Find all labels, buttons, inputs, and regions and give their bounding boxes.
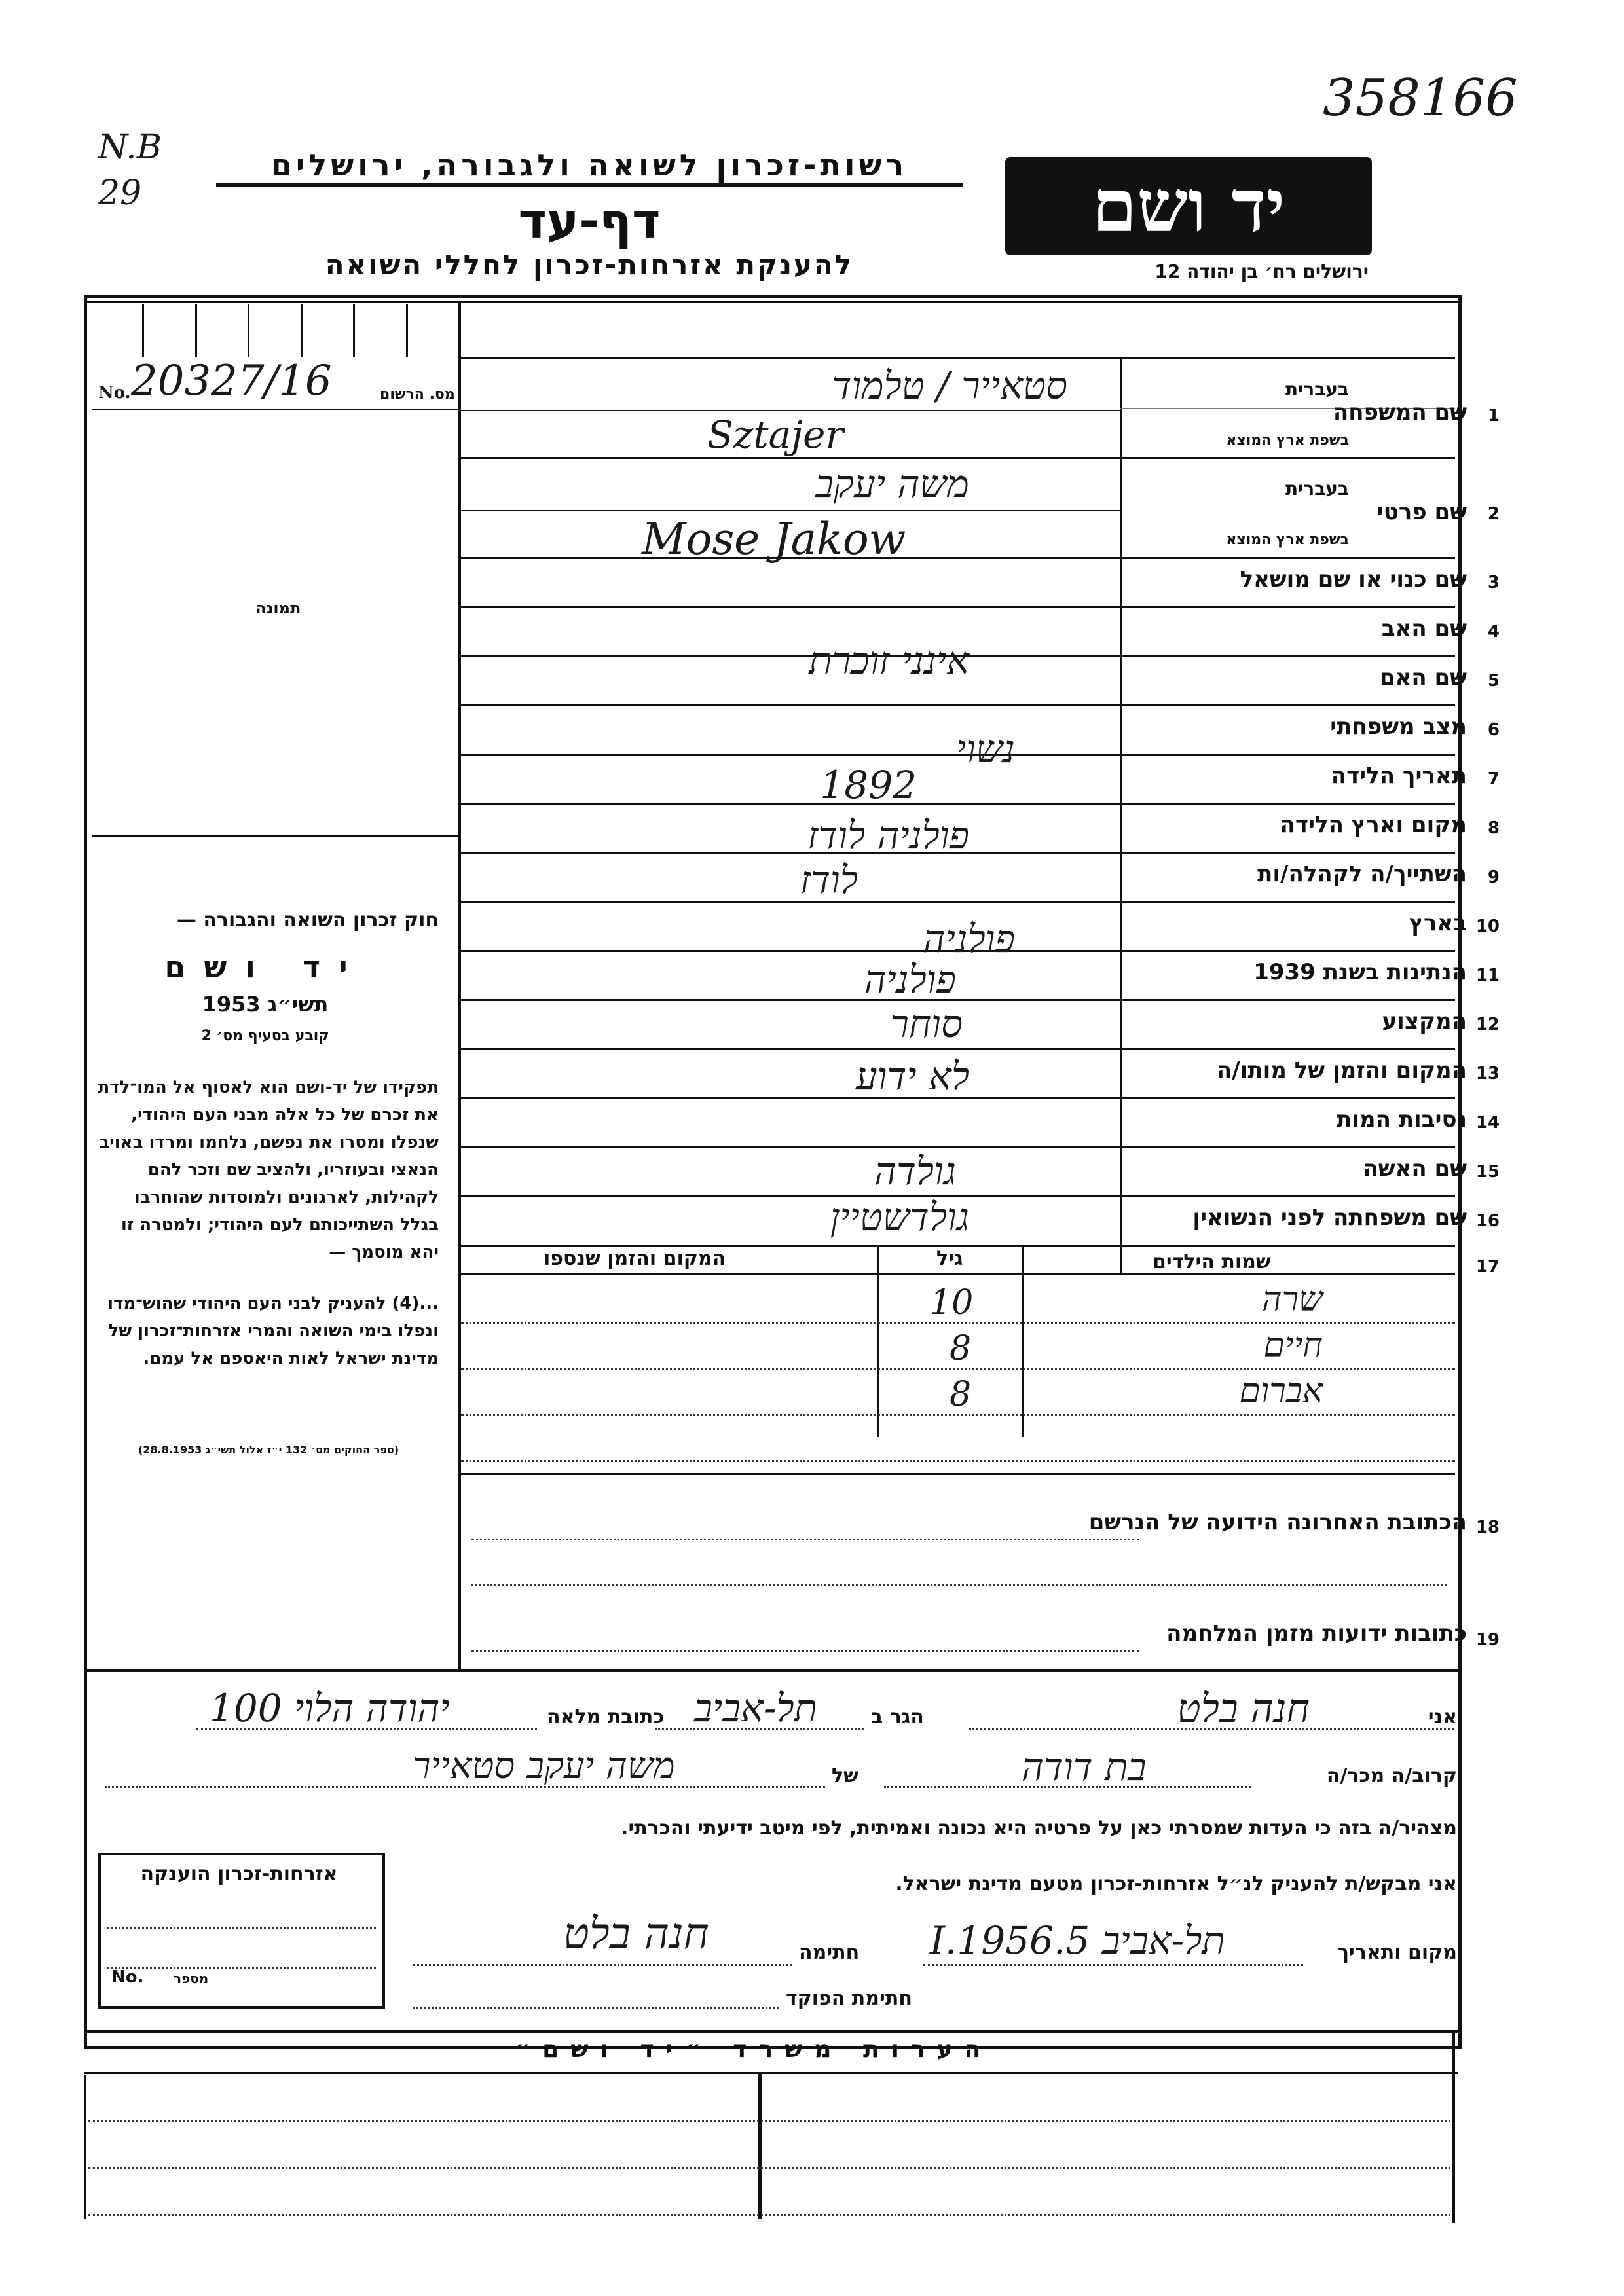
decl-ani: אני: [1428, 1705, 1457, 1728]
field-value-community: לודז: [800, 858, 858, 902]
field-label-first-name: שם פרטי: [1376, 499, 1467, 525]
office-notes-title: הערות משרד ״יד ושם״: [513, 2036, 993, 2063]
registration-label-no: No.: [98, 383, 131, 403]
child-age-2: 8: [950, 1329, 972, 1368]
field-label-wife-maiden-name: שם משפחתה לפני הנשואין: [1192, 1205, 1467, 1231]
decl-of-label: של: [832, 1764, 858, 1787]
field-value-death-place: לא ידוע: [855, 1054, 969, 1099]
decl-ani-value: חנה בלט: [1177, 1686, 1310, 1732]
law-text-1: תפקידו של יד-ושם הוא לאסוף אל המו־לדת את זכרם של כל אלה מבני העם היהודי, שנפלו ומסרו את נפשם, נלחמו ומרדו באויב הנאצי ובעוזריו, ולהציב שם וזכר להם לקהילות, לארגונים ולמוסדות שהוחרבו בגלל השתייכותם לעם היהודי; ולמטרה זו יהא מוסמך —: [98, 1078, 439, 1262]
field-num-6: 6: [1487, 720, 1500, 740]
field-value-first-name: משה יעקב: [815, 462, 969, 506]
registration-number: 20327/16: [131, 357, 332, 405]
field-sub-origin-1: בשפת ארץ המוצא: [1226, 432, 1349, 448]
field-num-4: 4: [1487, 622, 1500, 642]
law-text-2: ...(4) להעניק לבני העם היהודי שהוש־מדו ונפלו בימי השואה והמרי אזרחות־זכרון של מדינת ישראל לאות היאספם אל עמם.: [107, 1294, 439, 1368]
field-sub-hebrew-1: בעברית: [1285, 378, 1349, 400]
field-label-death-place: המקום והזמן של מותו/ה: [1216, 1057, 1467, 1084]
field-num-11: 11: [1475, 966, 1500, 985]
field-value-wife-maiden-name: גולדשטיין: [830, 1195, 969, 1239]
field-num-2: 2: [1487, 504, 1500, 524]
field-label-last-address: הכתובת האחרונה הידועה של הנרשם: [1088, 1509, 1467, 1535]
field-label-death-circumstances: נסיבות המות: [1337, 1106, 1467, 1133]
field-num-5: 5: [1487, 671, 1500, 691]
field-num-18: 18: [1475, 1518, 1500, 1537]
child-age-3: 8: [950, 1375, 972, 1414]
field-num-16: 16: [1475, 1211, 1500, 1231]
field-label-birth-place: מקום וארץ הלידה: [1280, 812, 1467, 838]
field-value-family-name: סטאייר / טלמוד: [832, 363, 1067, 408]
decl-signature-label: חתימה: [799, 1941, 860, 1964]
field-label-mother-name: שם האם: [1379, 665, 1467, 691]
citizenship-box-no: No.: [111, 1967, 144, 1987]
authority-name: רשות-זכרון לשואה ולגבורה, ירושלים: [216, 147, 963, 187]
top-boxes: [92, 304, 458, 357]
field-value-birth-date: 1892: [820, 763, 917, 807]
field-label-citizenship-1939: הנתינות בשנת 1939: [1253, 959, 1467, 985]
law-reference: (ספר החוקים מס׳ 132 י״ז אלול תשי״ג 28.8.1953): [138, 1444, 399, 1456]
child-name-3: אברום: [1239, 1372, 1323, 1411]
field-label-family-name: שם המשפחה: [1333, 399, 1467, 426]
field-label-war-addresses: כתובות ידועות מזמן המלחמה: [1166, 1620, 1467, 1647]
registration-label: מס. הרשום: [380, 386, 455, 403]
field-value-profession: סוחר: [890, 1002, 963, 1046]
field-label-nickname: שם כנוי או שם מושאל: [1240, 566, 1467, 592]
citizenship-box-no-sub: מספר: [174, 1971, 209, 1986]
decl-address-value: יהודה הלוי 100: [210, 1686, 450, 1730]
child-age-1: 10: [930, 1283, 974, 1322]
decl-place-date-label: מקום ותאריך: [1337, 1941, 1457, 1964]
form-title: דף-עד: [518, 193, 661, 249]
field-label-community: השתייך/ה לקהלה/ות: [1257, 861, 1467, 887]
child-name-1: שרה: [1262, 1280, 1323, 1319]
law-clause: קובע בסעיף מס׳ 2: [201, 1028, 329, 1044]
field-num-14: 14: [1475, 1113, 1500, 1133]
field-value-family-name-latin: Sztajer: [707, 412, 844, 457]
field-value-country: פולניה: [923, 917, 1015, 961]
decl-request: אני מבקש/ת להעניק לנ״ל אזרחות-זכרון מטעם מדינת ישראל.: [895, 1872, 1457, 1895]
children-col-names: שמות הילדים: [1153, 1250, 1271, 1273]
decl-gar-value: תל-אביב: [694, 1686, 818, 1730]
margin-note: N.B 29: [98, 128, 162, 213]
field-value-wife-name: גולדה: [874, 1149, 956, 1194]
field-num-12: 12: [1475, 1015, 1500, 1034]
field-label-country: בארץ: [1409, 910, 1467, 936]
field-value-mother-name: אינני זוכרת: [809, 638, 969, 683]
citizenship-box-title: אזרחות-זכרון הוענקה: [140, 1863, 338, 1886]
decl-of-value: משה יעקב סטאייר: [413, 1745, 675, 1787]
field-value-birth-place: פולניה לודז: [807, 813, 969, 858]
law-year: תשי״ג 1953: [202, 992, 329, 1017]
children-col-place: המקום והזמן שנספו: [544, 1247, 726, 1270]
decl-signature-value: חנה בלט: [563, 1908, 709, 1959]
decl-officer-signature-label: חתימת הפוקד: [786, 1987, 912, 2010]
decl-gar-b: הגר ב: [871, 1705, 924, 1728]
children-col-age: גיל: [936, 1247, 963, 1270]
decl-relative-value: בת דודה: [1022, 1745, 1147, 1789]
field-label-birth-date: תאריך הלידה: [1331, 763, 1467, 789]
children-num: 17: [1475, 1257, 1500, 1277]
field-num-1: 1: [1487, 406, 1500, 426]
field-label-wife-name: שם האשה: [1363, 1156, 1467, 1182]
yad-vashem-logo: יד ושם: [1005, 157, 1372, 255]
field-num-19: 19: [1475, 1630, 1500, 1650]
field-num-3: 3: [1487, 573, 1500, 592]
child-name-2: חיים: [1263, 1326, 1323, 1365]
field-label-father-name: שם האב: [1381, 615, 1467, 642]
field-label-marital-status: מצב משפחתי: [1330, 714, 1467, 740]
field-num-9: 9: [1487, 867, 1500, 887]
field-num-8: 8: [1487, 818, 1500, 838]
field-value-marital-status: נשוי: [956, 727, 1015, 771]
field-num-10: 10: [1475, 917, 1500, 936]
law-title: חוק זכרון השואה והגבורה —: [176, 909, 439, 932]
field-sub-origin-2: בשפת ארץ המוצא: [1226, 532, 1349, 548]
address: ירושלים רח׳ בן יהודה 12: [1154, 261, 1369, 282]
decl-relative-label: קרוב/ה מכר/ה: [1326, 1764, 1457, 1787]
field-num-13: 13: [1475, 1064, 1500, 1084]
field-num-15: 15: [1475, 1162, 1500, 1182]
field-label-profession: המקצוע: [1382, 1008, 1467, 1034]
field-num-7: 7: [1487, 769, 1500, 789]
archive-number: 358166: [1323, 69, 1518, 128]
decl-full-address-label: כתובת מלאה: [547, 1705, 665, 1728]
decl-statement: מצהיר/ה בזה כי העדות שמסרתי כאן על פרטיה היא נכונה ואמיתית, לפי מיטב ידיעתי והכרתי.: [621, 1817, 1457, 1840]
law-name: יד ושם: [164, 949, 366, 985]
form-subtitle: להענקת אזרחות-זכרון לחללי השואה: [325, 249, 854, 281]
field-value-first-name-latin: Mose Jakow: [642, 514, 906, 564]
field-sub-hebrew-2: בעברית: [1285, 478, 1349, 500]
field-value-citizenship-1939: פולניה: [864, 957, 956, 1002]
decl-place-date-value: תל-אביב 5.I.1956: [930, 1918, 1225, 1963]
photo-label: תמונה: [255, 599, 301, 617]
